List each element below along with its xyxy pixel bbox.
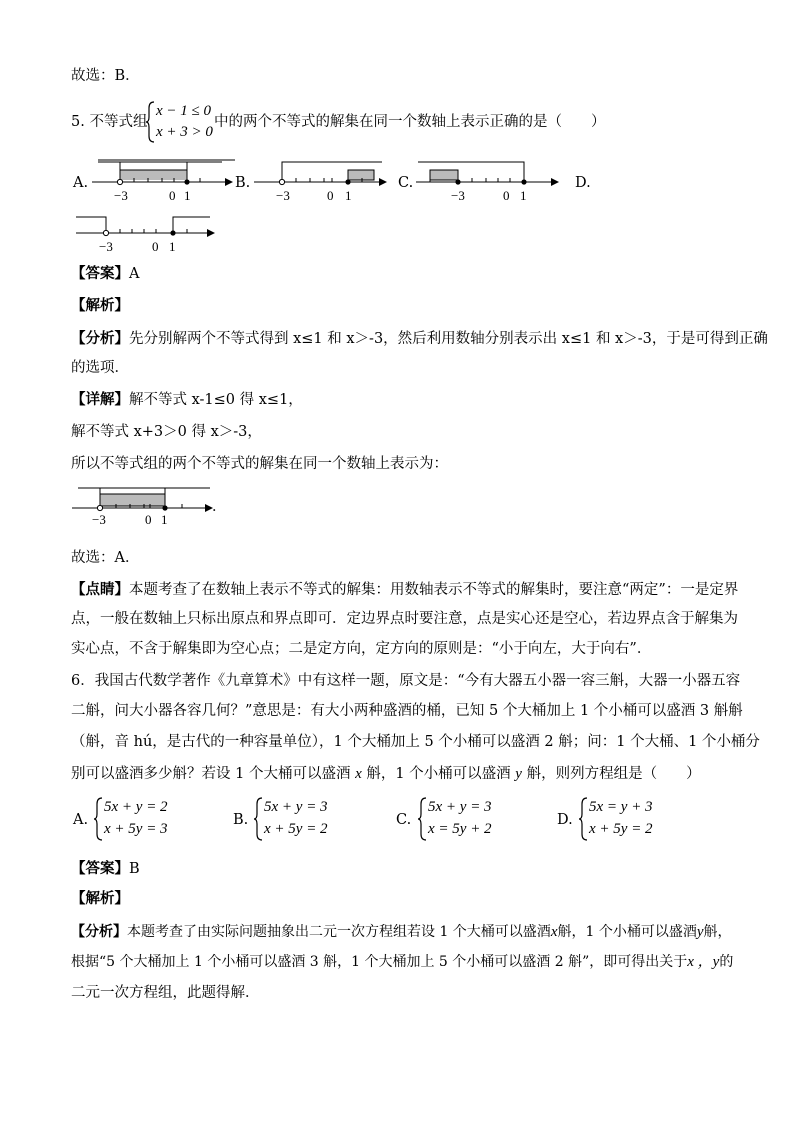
option-a-number-line	[90, 156, 235, 204]
q6-option-c-system	[418, 797, 508, 841]
q6-stem-line-2: 二斛，问大小器各容几何？”意思是：有大小两种盛酒的桶，已知 5 个大桶加上 1 个小桶可以盛酒 3 斛斛	[71, 703, 743, 719]
tick-label: 0	[145, 512, 152, 527]
equation: x + 5y = 2	[264, 821, 328, 837]
q6-option-a-label: A.	[73, 812, 89, 828]
open-point-icon	[97, 505, 102, 510]
brace-icon	[579, 797, 589, 841]
q6-stem-line-3: （斛，音 hú，是古代的一种容量单位），1 个大桶加上 5 个小桶可以盛酒 2 斛；问：1 个大桶、1 个小桶分	[71, 734, 760, 750]
dianjing-tag: 【点睛】	[71, 581, 129, 598]
fenxi-text: 根据“5 个大桶加上 1 个小桶可以盛酒 3 斛，1 个大桶加上 5 个小桶可以盛酒 2 斛”，即可得出关于	[71, 954, 688, 970]
option-d-number-line	[72, 211, 222, 255]
fenxi-text: 斛，	[703, 924, 732, 940]
tick-label: 1	[169, 239, 176, 254]
q5-answer	[71, 264, 139, 284]
open-point-icon	[279, 179, 284, 184]
xiangjie-text: 解不等式 x-1≤0 得 x≤1，	[129, 392, 303, 408]
q5-inequality-2: x + 3 > 0	[156, 124, 213, 140]
q5-number: 5.	[71, 114, 85, 130]
fenxi-text: 斛，1 个小桶可以盛酒	[557, 924, 697, 940]
tick-label: 0	[152, 239, 159, 254]
q5-xiangjie-line-1	[71, 390, 303, 410]
q5-fenxi-line-1	[71, 329, 768, 349]
equation: x + 5y = 3	[104, 821, 168, 837]
tick-label: 0	[503, 188, 510, 203]
variable-x: x	[550, 924, 558, 940]
fenxi-tag: 【分析】	[71, 330, 129, 347]
tick-label: 1	[345, 188, 352, 203]
period: ．	[212, 499, 227, 515]
option-b-number-line	[252, 156, 394, 204]
dianjing-text: 本题考查了在数轴上表示不等式的解集：用数轴表示不等式的解集时，要注意“两定”：一是定界	[129, 582, 739, 598]
q6-option-c-label: C.	[396, 812, 412, 828]
q5-xiangjie-line-2: 解不等式 x+3＞0 得 x＞-3，	[71, 424, 262, 440]
q5-stem-post: 中的两个不等式的解集在同一个数轴上表示正确的是（ ）	[214, 114, 606, 130]
fenxi-tag: 【分析】	[71, 924, 127, 940]
fenxi-text: 本题考查了由实际问题抽象出二元一次方程组若设 1 个大桶可以盛酒	[127, 924, 551, 940]
q5-conclusion: 故选：A．	[71, 550, 140, 566]
equation: x + 5y = 2	[589, 821, 653, 837]
answer-value: B	[129, 861, 140, 877]
tick-label: −3	[451, 188, 465, 203]
q6-stem-line-4	[71, 764, 701, 784]
q6-option-d-system	[579, 797, 669, 841]
tick-label: 1	[184, 188, 191, 203]
filled-point-icon	[162, 505, 167, 510]
stem-text: 斛，1 个小桶可以盛酒	[366, 766, 511, 782]
xiangjie-tag: 【详解】	[71, 391, 129, 408]
solution-number-line	[70, 482, 220, 528]
filled-point-icon	[184, 179, 189, 184]
equation: x = 5y + 2	[428, 821, 492, 837]
tick-label: −3	[276, 188, 290, 203]
stem-text: 斛，则列方程组是（ ）	[526, 766, 701, 782]
q6-fenxi-line-3: 二元一次方程组，此题得解．	[71, 985, 260, 1001]
tick-label: −3	[114, 188, 128, 203]
q6-option-d-label: D.	[557, 812, 573, 828]
equation: 5x + y = 2	[104, 799, 168, 815]
equation: 5x + y = 3	[264, 799, 328, 815]
q5-dianjing-line-1	[71, 580, 738, 600]
filled-point-icon	[170, 230, 175, 235]
q5-inequality-1: x − 1 ≤ 0	[156, 103, 212, 119]
analysis-tag: 【解析】	[71, 297, 129, 314]
q5-dianjing-line-2: 点，一般在数轴上只标出原点和界点即可．定边界点时要注意，点是实心还是空心，若边界点含于解集为	[71, 611, 738, 627]
tick-label: 1	[520, 188, 527, 203]
brace-icon	[418, 797, 428, 841]
option-a-label: A.	[73, 175, 89, 191]
answer-value: A	[129, 266, 140, 282]
q5-stem-pre: 不等式组	[89, 114, 148, 130]
variable-x: x	[355, 766, 362, 782]
q6-fenxi-line-2	[71, 952, 733, 972]
q6-fenxi-line-1	[71, 922, 732, 942]
brace-icon	[146, 101, 156, 143]
filled-point-icon	[345, 179, 350, 184]
q5-inequality-system	[146, 101, 216, 143]
q5-xiangjie-line-3: 所以不等式组的两个不等式的解集在同一个数轴上表示为：	[71, 456, 448, 472]
answer-tag: 【答案】	[71, 860, 129, 877]
q5-dianjing-line-3: 实心点，不含于解集即为空心点；二是定方向，定方向的原则是：“小于向左，大于向右”．	[71, 641, 652, 657]
filled-point-icon	[521, 179, 526, 184]
answer-tag: 【答案】	[71, 265, 129, 282]
option-b-label: B.	[235, 175, 251, 191]
q6-option-a-system	[94, 797, 184, 841]
variable-y: y	[696, 924, 704, 940]
option-c-label: C.	[398, 175, 414, 191]
open-point-icon	[103, 230, 108, 235]
filled-point-icon	[455, 179, 460, 184]
q5-fenxi-line-2: 的选项．	[71, 360, 129, 376]
option-c-number-line	[414, 156, 566, 204]
variable-y: y	[515, 766, 522, 782]
tick-label: 0	[169, 188, 176, 203]
fenxi-text: 先分别解两个不等式得到 x≤1 和 x＞-3，然后利用数轴分别表示出 x≤1 和 x＞-3，于是可得到正确	[129, 331, 768, 347]
tick-label: −3	[92, 512, 106, 527]
stem-text: 别可以盛酒多少斛？若设 1 个大桶可以盛酒	[71, 766, 351, 782]
brace-icon	[254, 797, 264, 841]
brace-icon	[94, 797, 104, 841]
q6-option-b-label: B.	[233, 812, 249, 828]
tick-label: −3	[99, 239, 113, 254]
fenxi-text: 的	[719, 954, 734, 970]
q6-option-b-system	[254, 797, 344, 841]
previous-answer: 故选：B．	[71, 68, 140, 84]
equation: 5x + y = 3	[428, 799, 492, 815]
variables-x-y: x ，y	[687, 954, 720, 970]
tick-label: 1	[161, 512, 168, 527]
option-d-label: D.	[575, 175, 591, 191]
equation: 5x = y + 3	[589, 799, 653, 815]
q5-stem	[71, 112, 147, 132]
q6-answer	[71, 859, 140, 879]
open-point-icon	[117, 179, 122, 184]
analysis-tag: 【解析】	[71, 890, 129, 907]
tick-label: 0	[327, 188, 334, 203]
q6-stem-line-1: 6．我国古代数学著作《九章算术》中有这样一题，原文是：“今有大器五小器一容三斛，大器一小器五容	[71, 673, 741, 689]
